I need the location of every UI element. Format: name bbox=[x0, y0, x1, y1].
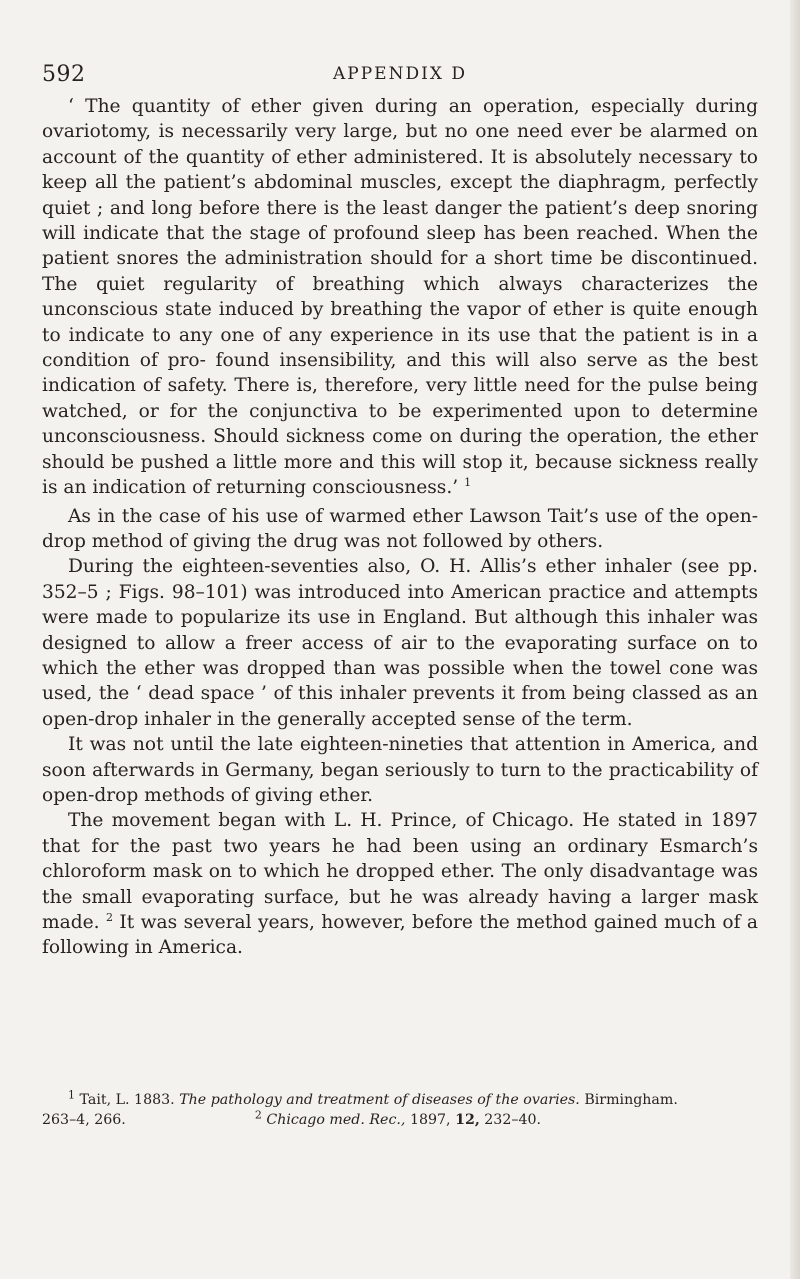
footnote-title: The pathology and treatment of diseases of the ovaries. bbox=[179, 1092, 580, 1108]
paragraph: As in the case of his use of warmed ether Lawson Tait’s use of the open-drop method of giving the drug was not followed by others. bbox=[42, 505, 758, 552]
footnote-place: Birmingham. bbox=[584, 1092, 678, 1108]
footnote-pages: 263–4, 266. bbox=[42, 1112, 126, 1128]
footnote-mark: 1 bbox=[68, 1088, 75, 1102]
paragraph: It was not until the late eighteen-nineties that attention in America, and soon afterwards in Germany, began seriously to turn to the practicability of open-drop methods of giving ether. bbox=[42, 734, 758, 806]
paragraph: During the eighteen-seventies also, O. H. Allis’s ether inhaler (see pp. 352–5 ; Figs. 98–101) was introduced into American practice and attempts were made to popularize its use in England. But although this inhaler was designed to allow a freer access of air to the evaporating surface on to which the ether was dropped than was possible when the towel cone was used, the ‘ dead space ’ of this inhaler prevents it from being classed as an open-drop inhaler in the generally accepted sense of the term. bbox=[42, 556, 758, 730]
quote-text: ‘ The quantity of ether given during an operation, especially during ovariotomy, is necessarily very large, but no one need ever be alarmed on account of the quantity of ether administered. It is absolutely necessary to keep all the patient’s abdominal muscles, except the diaphragm, perfectly quiet ; and long before there is the least danger the patient’s deep snoring will indicate that the stage of profound sleep has been reached. When the patient snores the administration should for a short time be discontinued. The quiet regularity of breathing which always characterizes the unconscious state induced by breathing the vapor of ether is quite enough to indicate to any one of any experience in its use that the patient is in a condition of pro- found insensibility, and this will also serve as the best indication of safety. There is, therefore, very little need for the pulse being watched, or for the conjunctiva to be experimented upon to determine unconsciousness. Should sickness come on during the operation, the ether should be pushed a little more and this will stop it, because sickness really is an indication of returning consciousness.’ bbox=[42, 96, 758, 499]
footnote-ref-2: 2 bbox=[105, 910, 113, 924]
page-header bbox=[42, 62, 758, 86]
footnote-2-line bbox=[42, 1110, 758, 1130]
paragraph-quote bbox=[42, 94, 758, 501]
footnote-1 bbox=[42, 1090, 758, 1110]
footnote-ref-1: 1 bbox=[464, 475, 472, 489]
paragraph-text: It was several years, however, before the method gained much of a following in America. bbox=[42, 912, 758, 959]
footnote-mark: 2 bbox=[254, 1108, 262, 1122]
footnotes bbox=[42, 1090, 758, 1130]
paragraph bbox=[42, 808, 758, 960]
page-number: 592 bbox=[42, 62, 86, 87]
paragraph-text: The movement began with L. H. Prince, of Chicago. He stated in 1897 that for the past two years he had been using an ordinary Esmarch’s chloroform mask on to which he dropped ether. The only disadvantage was the small evaporating surface, but he was already having a larger mask made. bbox=[42, 810, 758, 933]
footnote-volume: 12, bbox=[455, 1112, 480, 1128]
footnote-year: 1883. bbox=[134, 1092, 175, 1108]
footnote-year: 1897, bbox=[409, 1112, 451, 1128]
footnote-pages: 232–40. bbox=[484, 1112, 542, 1128]
body-text bbox=[42, 94, 758, 961]
footnote-source: Chicago med. Rec., bbox=[266, 1112, 406, 1128]
footnote-author: Tait, L. bbox=[79, 1092, 130, 1108]
page-edge bbox=[790, 0, 800, 1279]
running-head: APPENDIX D bbox=[333, 64, 467, 84]
